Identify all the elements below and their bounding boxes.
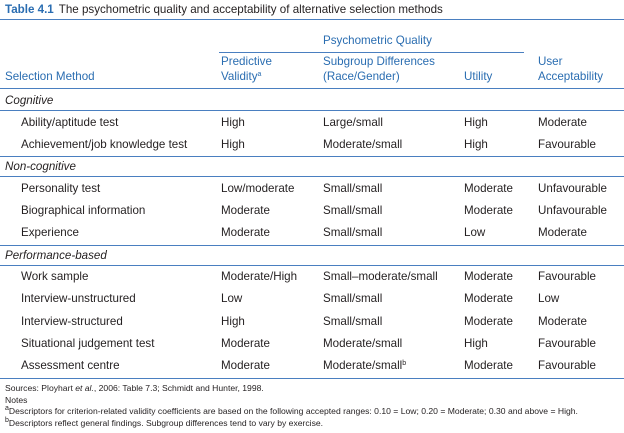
header-user-line1: User (538, 55, 563, 68)
footnote-a: $^a$Descriptors for criterion-related validity coefficients are based on the following accepted ranges: 0.10 = Low; 0.20 = Moderate; 0.30 and above = High. (5, 405, 578, 416)
cell-subgroup: Small/small (323, 292, 383, 305)
cell-method: Assessment centre (21, 359, 120, 372)
header-predictive-line2: Validity$^a$ (221, 70, 262, 83)
cell-acceptability: Low (538, 292, 560, 305)
cell-acceptability: Moderate (538, 226, 587, 239)
cell-method: Ability/aptitude test (21, 116, 119, 129)
cell-method: Situational judgement test (21, 337, 155, 350)
cell-utility: Moderate (464, 315, 513, 328)
cell-utility: High (464, 138, 488, 151)
cell-method: Work sample (21, 270, 89, 283)
cell-acceptability: Favourable (538, 270, 597, 283)
group-rule (0, 245, 624, 246)
cell-validity: High (221, 138, 245, 151)
cell-utility: Moderate (464, 359, 513, 372)
cell-validity: Moderate/High (221, 270, 298, 283)
group-rule (0, 156, 624, 157)
cell-validity: High (221, 315, 245, 328)
sources-note: Sources: Ployhart et al., 2006: Table 7.3; Schmidt and Hunter, 1998. (5, 383, 264, 393)
group-rule (0, 265, 624, 266)
header-subgroup-line1: Subgroup Differences (323, 55, 435, 68)
cell-subgroup: Moderate/small (323, 138, 403, 151)
table-number: Table 4.1 (5, 3, 54, 16)
cell-method: Achievement/job knowledge test (21, 138, 188, 151)
group-rule (0, 176, 624, 177)
cell-method: Interview-unstructured (21, 292, 136, 305)
cell-utility: High (464, 116, 488, 129)
cell-subgroup: Large/small (323, 116, 383, 129)
footnote-b: $^b$Descriptors reflect general findings. Subgroup differences tend to vary by exercise. (5, 417, 324, 428)
cell-subgroup: Small/small (323, 226, 383, 239)
notes-label: Notes (5, 395, 28, 405)
header-group-rule (219, 52, 524, 53)
table-title: The psychometric quality and acceptability of alternative selection methods (58, 3, 443, 16)
header-psychometric-quality: Psychometric Quality (323, 34, 432, 47)
cell-acceptability: Favourable (538, 337, 597, 350)
cell-method: Interview-structured (21, 315, 123, 328)
header-bottom-rule (0, 88, 624, 89)
cell-utility: Moderate (464, 270, 513, 283)
cell-subgroup: Small–moderate/small (323, 270, 438, 283)
cell-utility: Moderate (464, 204, 513, 217)
cell-validity: High (221, 116, 245, 129)
cell-acceptability: Favourable (538, 138, 597, 151)
cell-acceptability: Unfavourable (538, 182, 607, 195)
cell-acceptability: Unfavourable (538, 204, 607, 217)
header-subgroup-line2: (Race/Gender) (323, 70, 400, 83)
cell-subgroup: Small/small (323, 204, 383, 217)
table-caption (5, 3, 443, 16)
cell-subgroup: Moderate/small (323, 337, 403, 350)
cell-acceptability: Moderate (538, 116, 587, 129)
header-user-line2: Acceptability (538, 70, 604, 83)
cell-subgroup: Moderate/small$^b$ (323, 359, 407, 372)
cell-utility: High (464, 337, 488, 350)
group-label-cognitive: Cognitive (5, 94, 54, 107)
cell-method: Personality test (21, 182, 101, 195)
cell-method: Experience (21, 226, 80, 239)
cell-subgroup: Small/small (323, 182, 383, 195)
cell-acceptability: Favourable (538, 359, 597, 372)
cell-utility: Moderate (464, 292, 513, 305)
top-rule (0, 19, 624, 20)
footnote-mark-b: b (402, 360, 407, 367)
footnote-mark-a: a (257, 71, 262, 78)
cell-validity: Moderate (221, 359, 270, 372)
cell-validity: Moderate (221, 226, 270, 239)
header-predictive-line1: Predictive (221, 55, 272, 68)
bottom-rule (0, 378, 624, 379)
cell-method: Biographical information (21, 204, 146, 217)
cell-subgroup: Small/small (323, 315, 383, 328)
cell-acceptability: Moderate (538, 315, 587, 328)
group-rule (0, 110, 624, 111)
cell-validity: Low/moderate (221, 182, 295, 195)
header-selection-method: Selection Method (5, 70, 95, 83)
header-utility: Utility (464, 70, 493, 83)
cell-validity: Low (221, 292, 243, 305)
group-label-performance-based: Performance-based (5, 249, 107, 262)
cell-utility: Low (464, 226, 486, 239)
cell-validity: Moderate (221, 337, 270, 350)
cell-validity: Moderate (221, 204, 270, 217)
cell-utility: Moderate (464, 182, 513, 195)
group-label-non-cognitive: Non-cognitive (5, 160, 76, 173)
